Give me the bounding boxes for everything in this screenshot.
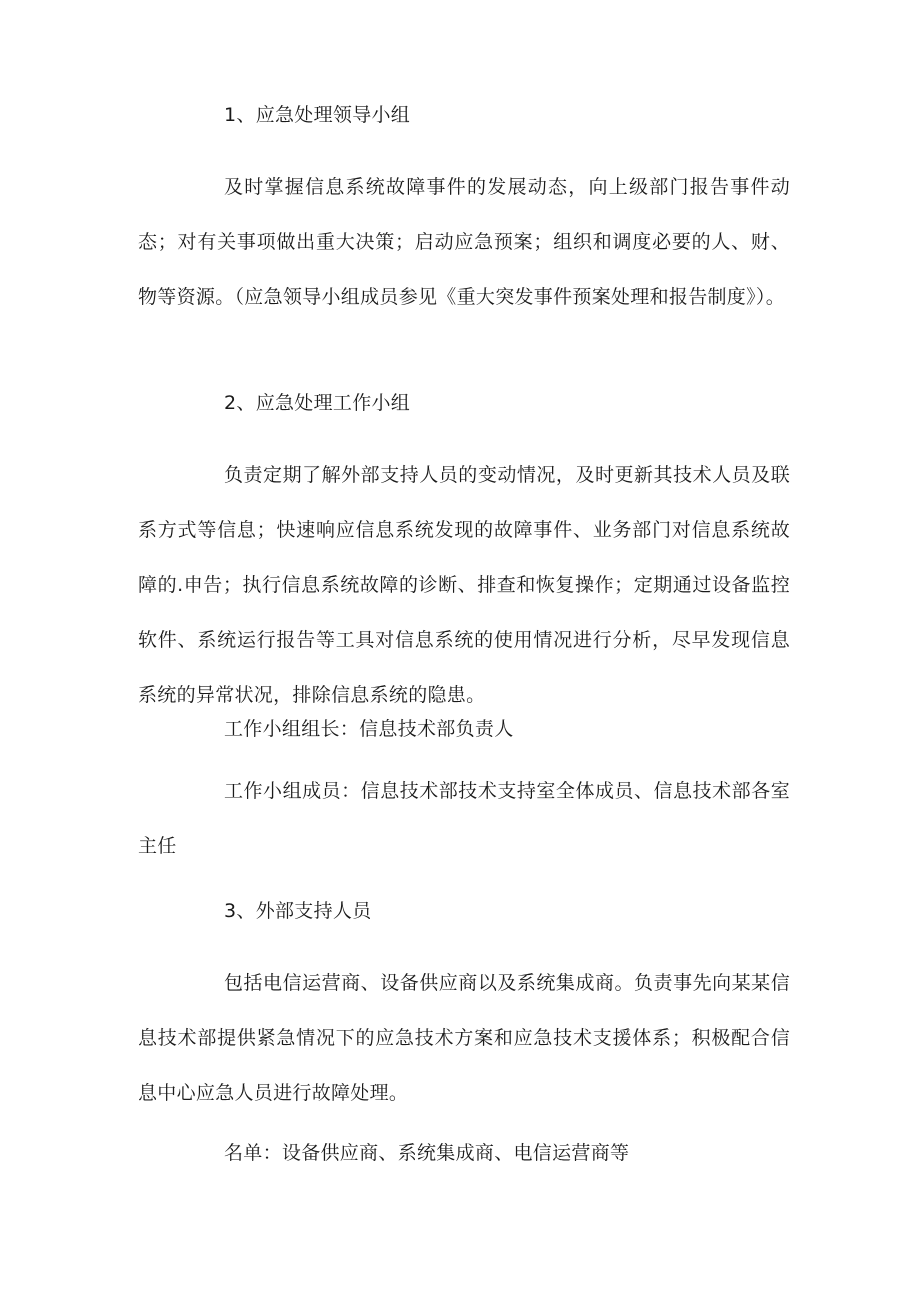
paragraph-external-support-list: 名单：设备供应商、系统集成商、电信运营商等 <box>224 1142 630 1164</box>
paragraph-working-group-duties: 负责定期了解外部支持人员的变动情况，及时更新其技术人员及联系方式等信息；快速响应信息系统发现的故障事件、业务部门对信息系统故障的.申告；执行信息系统故障的诊断、排查和恢复操作；定期通过设备监控软件、系统运行报告等工具对信息系统的使用情况进行分析，尽早发现信息系统的异常状况，排除信息系统的隐患。 <box>138 464 790 706</box>
section-heading-external-support: 3、外部支持人员 <box>224 900 372 922</box>
paragraph-leadership-duties: 及时掌握信息系统故障事件的发展动态，向上级部门报告事件动态；对有关事项做出重大决策；启动应急预案；组织和调度必要的人、财、物等资源。（应急领导小组成员参见《重大突发事件预案处理和报告制度》）。 <box>138 176 790 308</box>
paragraph-external-support-duties: 包括电信运营商、设备供应商以及系统集成商。负责事先向某某信息技术部提供紧急情况下的应急技术方案和应急技术支援体系；积极配合信息中心应急人员进行故障处理。 <box>138 972 790 1104</box>
section-heading-working-group: 2、应急处理工作小组 <box>224 392 411 414</box>
paragraph-working-group-members: 工作小组成员：信息技术部技术支持室全体成员、信息技术部各室主任 <box>138 780 790 857</box>
paragraph-working-group-leader: 工作小组组长：信息技术部负责人 <box>224 718 514 740</box>
section-heading-leadership-group: 1、应急处理领导小组 <box>224 104 411 126</box>
